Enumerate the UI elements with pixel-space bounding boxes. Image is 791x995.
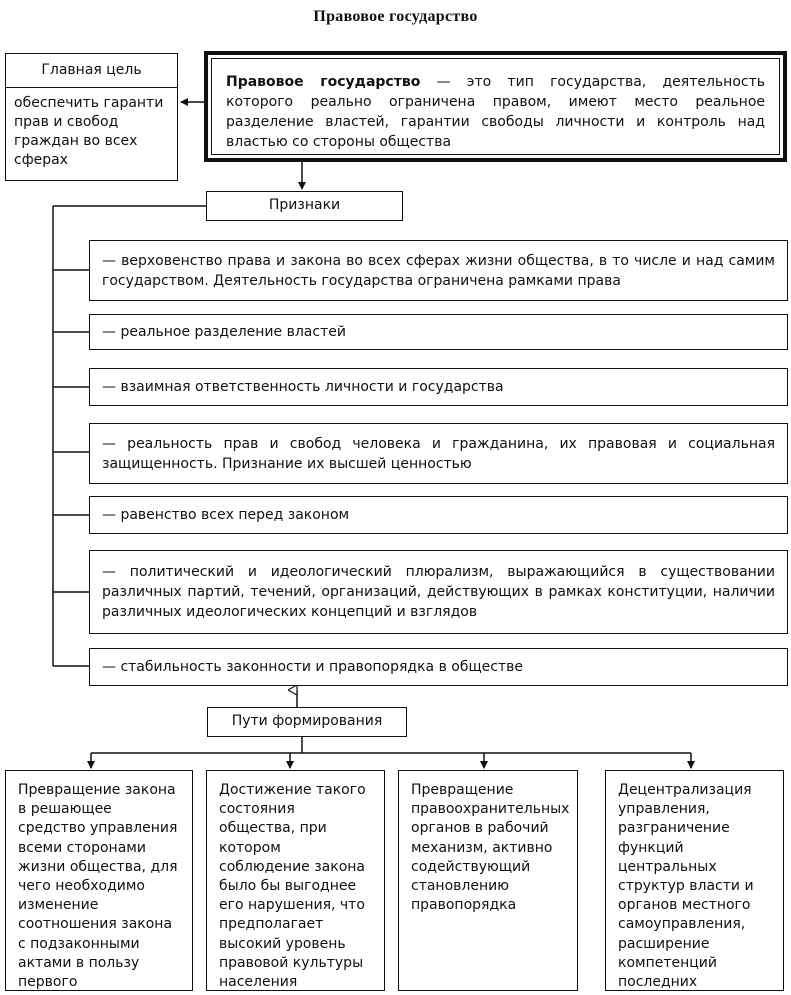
ways-heading-box: Пути формирования (207, 707, 407, 737)
sign-item-3: — взаимная ответственность личности и государства (89, 368, 788, 406)
definition-text: — это тип государства, деятельность которого реально ограничена правом, имеют место реальное разделение властей, гарантии свободы личности и контроль над властью со стороны общества (226, 74, 765, 150)
definition-term: Правовое государство (226, 74, 421, 90)
sign-item-6: — политический и идеологический плюрализм, выражающийся в существовании различных партий, течений, организаций, действующих в рамках конституции, наличии различных идеологических концепций и взглядов (89, 550, 788, 634)
way-box-4: Децентрализация управления, разграничение функций центральных структур власти и органов местного самоуправления, расширение компетенций последних (605, 770, 784, 991)
signs-heading-box: Признаки (206, 191, 403, 221)
sign-item-4: — реальность прав и свобод человека и гражданина, их правовая и социальная защищенность. Признание их высшей ценностью (89, 423, 788, 484)
goal-heading: Главная цель (6, 54, 177, 88)
goal-text: обеспечить гаранти прав и свобод граждан во всех сферах (14, 95, 164, 168)
sign-item-7: — стабильность законности и правопорядка в обществе (89, 648, 788, 686)
sign-item-1: — верховенство права и закона во всех сферах жизни общества, в то числе и над самим государством. Деятельность государства ограничена рамками права (89, 240, 788, 301)
sign-item-5: — равенство всех перед законом (89, 496, 788, 534)
sign-item-2: — реальное разделение властей (89, 314, 788, 350)
way-box-2: Достижение такого состояния общества, при котором соблюдение закона было бы выгоднее его нарушения, что предполагает высокий уровень правовой культуры населения (206, 770, 385, 991)
way-box-1: Превращение закона в решающее средство управления всеми сторонами жизни общества, для чего необходимо изменение соотношения закона с подзаконными актами в пользу первого (5, 770, 193, 991)
diagram-title: Правовое государство (313, 8, 478, 25)
way-box-3: Превращение правоохранительных органов в рабочий механизм, активно содействующий становлению правопорядка (398, 770, 578, 991)
